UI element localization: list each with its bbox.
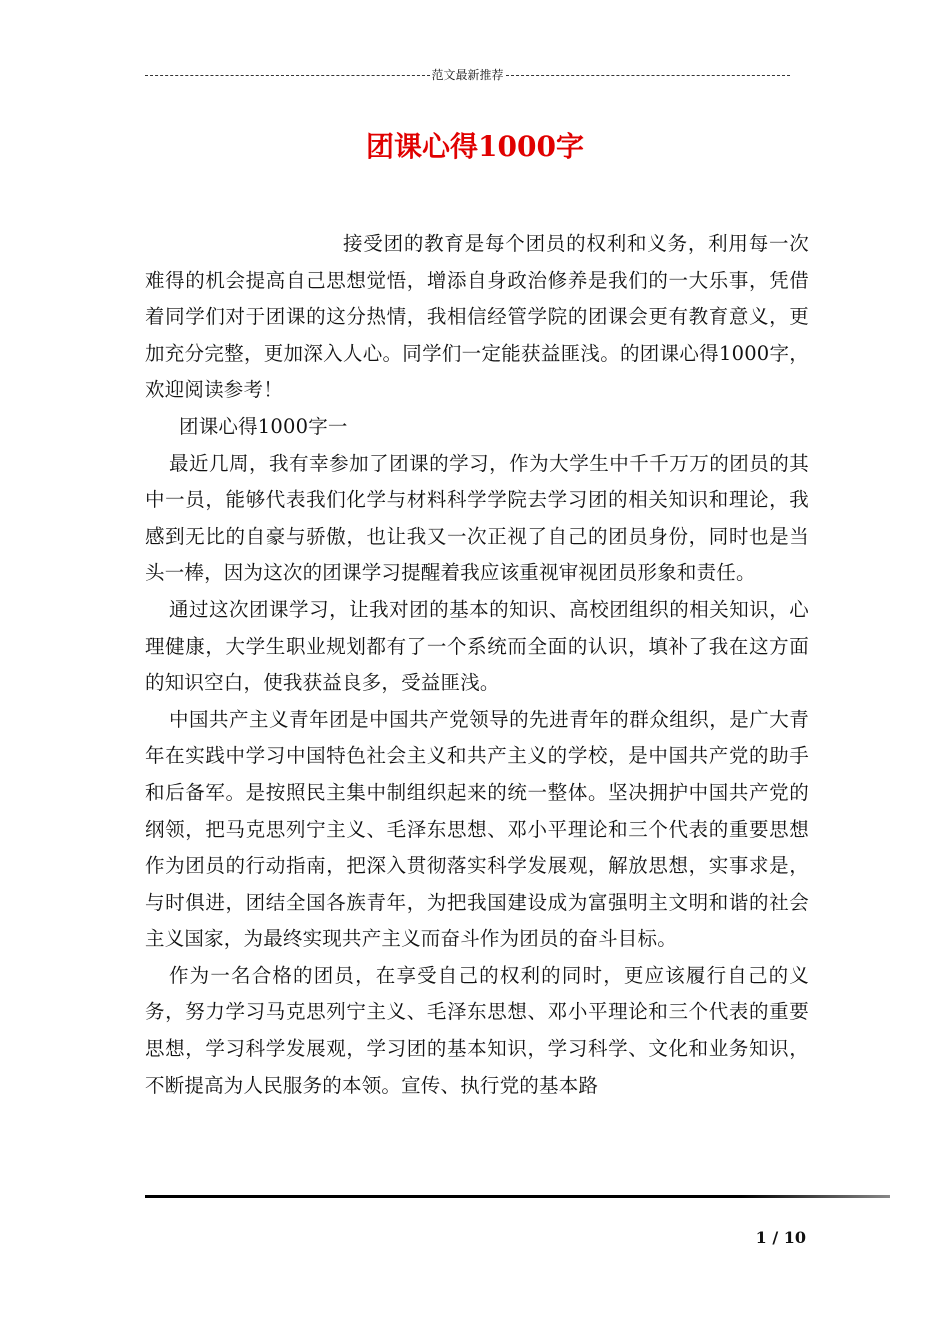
header-dash-right xyxy=(506,75,791,76)
header-dash-left xyxy=(145,75,430,76)
body-paragraph: 通过这次团课学习，让我对团的基本的知识、高校团组织的相关知识，心理健康，大学生职业规划都有了一个系统而全面的认识，填补了我在这方面的知识空白，使我获益良多，受益匪浅。 xyxy=(145,597,809,695)
body-paragraph: 作为一名合格的团员，在享受自己的权利的同时，更应该履行自己的义务，努力学习马克思列宁主义、毛泽东思想、邓小平理论和三个代表的重要思想，学习科学发展观，学习团的基本知识，学习科学、文化和业务知识，不断提高为人民服务的本领。宣传、执行党的基本路 xyxy=(145,963,809,1097)
section-heading: 团课心得1000字一 xyxy=(179,414,348,438)
header-label: 范文最新推荐 xyxy=(431,68,504,82)
body-paragraph: 中国共产主义青年团是中国共产党领导的先进青年的群众组织，是广大青年在实践中学习中国特色社会主义和共产主义的学校，是中国共产党的助手和后备军。是按照民主集中制组织起来的统一整体。坚决拥护中国共产党的纲领，把马克思列宁主义、毛泽东思想、邓小平理论和三个代表的重要思想作为团员的行动指南，把深入贯彻落实科学发展观，解放思想，实事求是，与时俱进，团结全国各族青年，为把我国建设成为富强明主文明和谐的社会主义国家，为最终实现共产主义而奋斗作为团员的奋斗目标。 xyxy=(145,707,809,951)
body-paragraph: 最近几周，我有幸参加了团课的学习，作为大学生中千千万万的团员的其中一员，能够代表我们化学与材料科学学院去学习团的相关知识和理论，我感到无比的自豪与骄傲，也让我又一次正视了自己的团员身份，同时也是当头一棒，因为这次的团课学习提醒着我应该重视审视团员形象和责任。 xyxy=(145,451,809,585)
intro-paragraph: 接受团的教育是每个团员的权利和义务，利用每一次难得的机会提高自己思想觉悟，增添自身政治修养是我们的一大乐事，凭借着同学们对于团课的这分热情，我相信经管学院的团课会更有教育意义，更加充分完整，更加深入人心。同学们一定能获益匪浅。的团课心得1000字，欢迎阅读参考！ xyxy=(145,232,809,402)
page-number: 1 / 10 xyxy=(755,1228,806,1247)
footer-rule xyxy=(145,1195,890,1198)
document-body xyxy=(145,226,809,1104)
document-title: 团课心得1000字 xyxy=(366,130,584,163)
header-banner xyxy=(145,66,790,84)
